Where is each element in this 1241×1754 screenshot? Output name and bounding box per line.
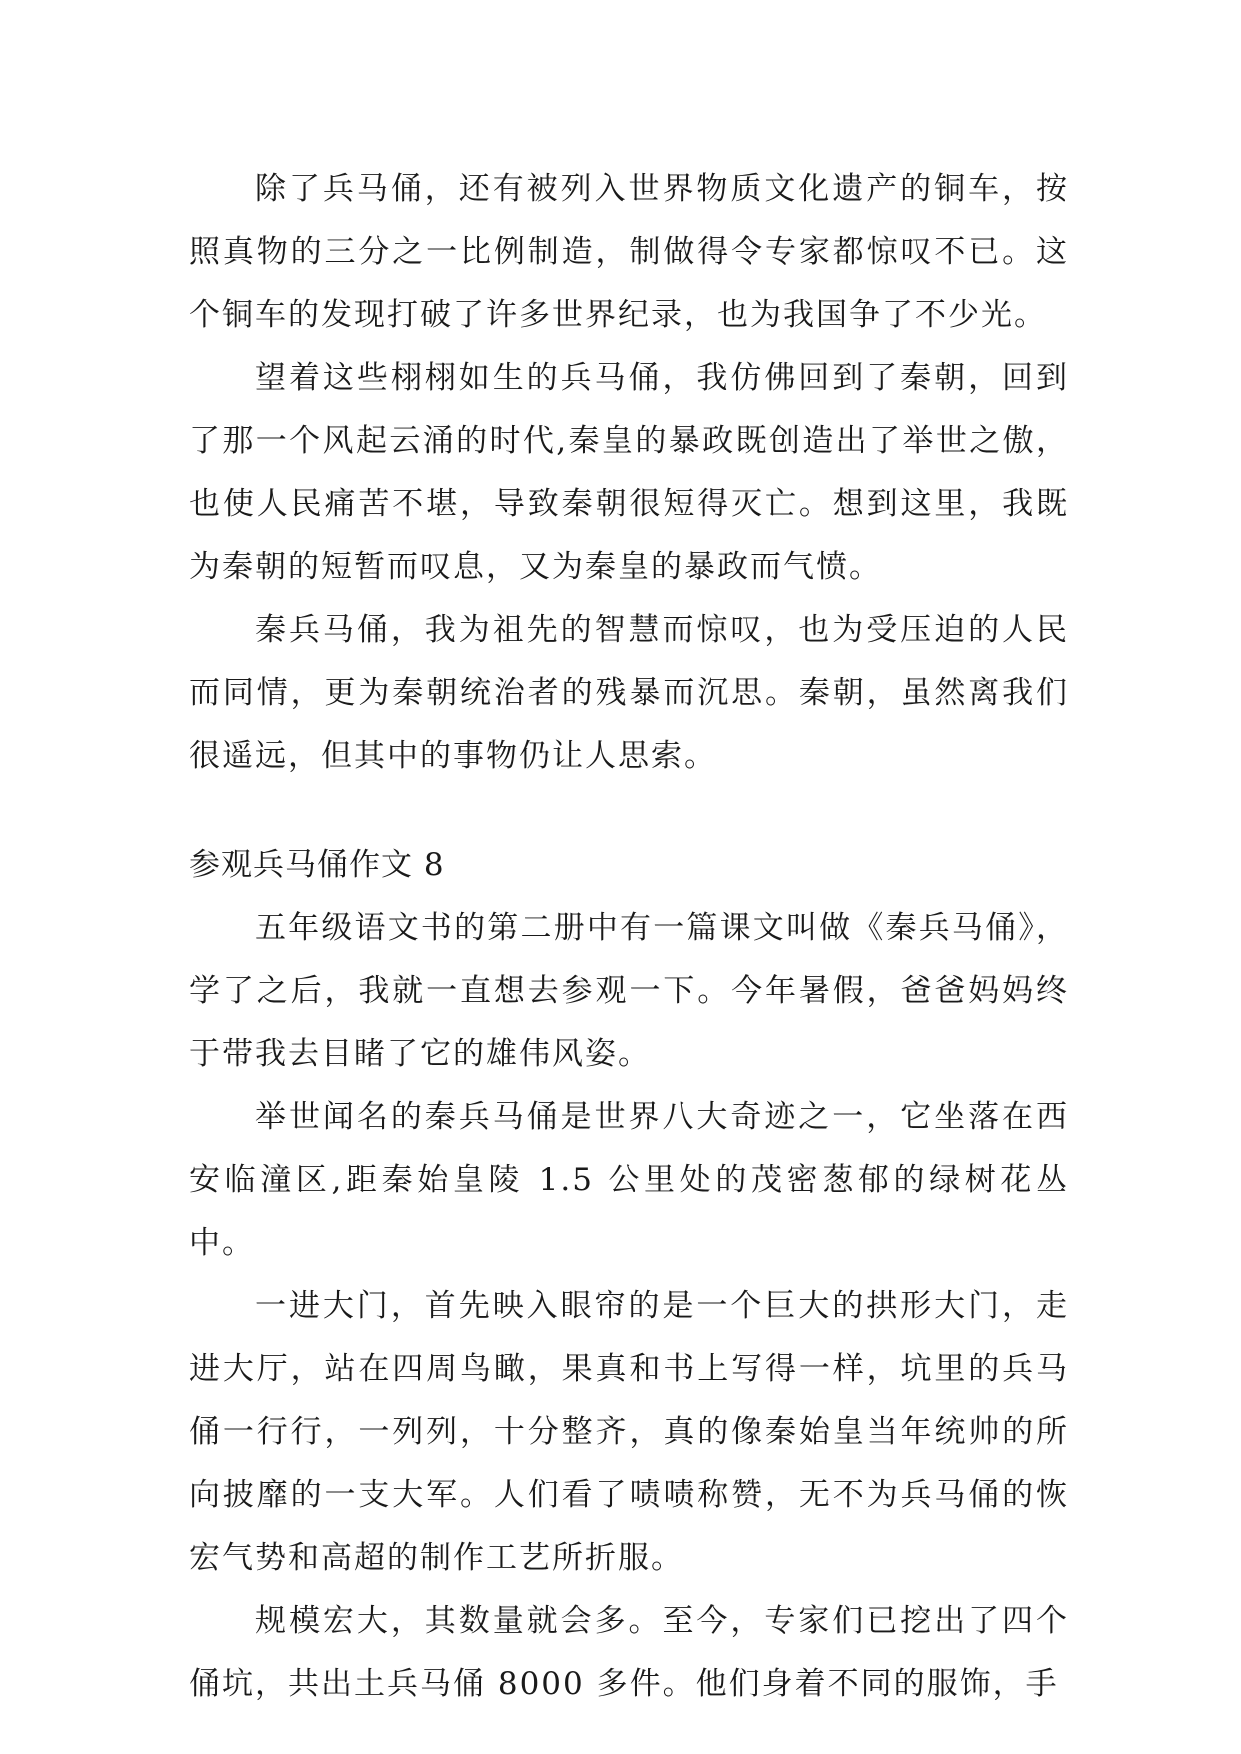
paragraph-world-wonder: 举世闻名的秦兵马俑是世界八大奇迹之一，它坐落在西安临潼区,距秦始皇陵 1.5 公里处的茂密葱郁的绿树花丛中。	[189, 1099, 1069, 1261]
section-title: 参观兵马俑作文 8	[189, 847, 445, 883]
paragraph-qin-dynasty-reflection: 望着这些栩栩如生的兵马俑，我仿佛回到了秦朝，回到了那一个风起云涌的时代,秦皇的暴政既创造出了举世之傲，也使人民痛苦不堪，导致秦朝很短得灭亡。想到这里，我既为秦朝的短暂而叹息，又为秦皇的暴政而气愤。	[189, 360, 1069, 585]
paragraph-scale: 规模宏大，其数量就会多。至今，专家们已挖出了四个俑坑，共出土兵马俑 8000 多件。他们身着不同的服饰，手	[189, 1603, 1069, 1702]
paragraph-bronze-chariot: 除了兵马俑，还有被列入世界物质文化遗产的铜车，按照真物的三分之一比例制造，制做得令专家都惊叹不已。这个铜车的发现打破了许多世界纪录，也为我国争了不少光。	[189, 171, 1069, 333]
paragraph-textbook-intro: 五年级语文书的第二册中有一篇课文叫做《秦兵马俑》，学了之后，我就一直想去参观一下。今年暑假，爸爸妈妈终于带我去目睹了它的雄伟风姿。	[189, 910, 1069, 1072]
paragraph-conclusion: 秦兵马俑，我为祖先的智慧而惊叹，也为受压迫的人民而同情，更为秦朝统治者的残暴而沉思。秦朝，虽然离我们很遥远，但其中的事物仍让人思索。	[189, 612, 1069, 774]
document-body	[189, 158, 1069, 1716]
paragraph-entrance-hall: 一进大门，首先映入眼帘的是一个巨大的拱形大门，走进大厅，站在四周鸟瞰，果真和书上写得一样，坑里的兵马俑一行行，一列列，十分整齐，真的像秦始皇当年统帅的所向披靡的一支大军。人们看了啧啧称赞，无不为兵马俑的恢宏气势和高超的制作工艺所折服。	[189, 1288, 1069, 1576]
